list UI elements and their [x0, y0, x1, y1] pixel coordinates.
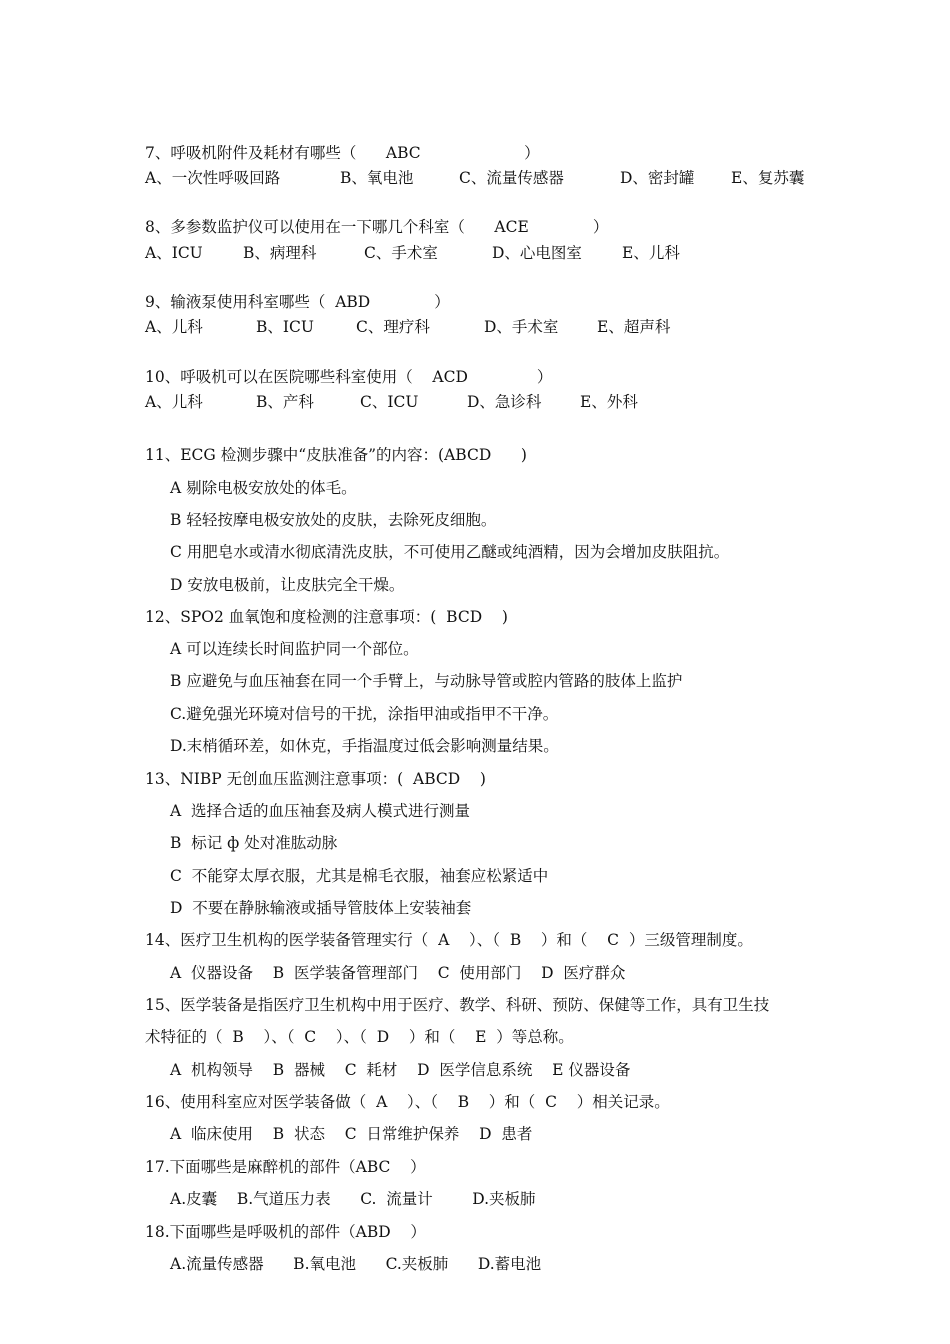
question-12-item-c: C.避免强光环境对信号的干扰，涂指甲油或指甲不干净。	[170, 705, 559, 723]
question-18-options: A.流量传感器 B.氧电池 C.夹板肺 D.蓄电池	[170, 1255, 542, 1273]
question-12-stem: 12、SPO2 血氧饱和度检测的注意事项：( BCD )	[145, 608, 508, 626]
question-9-option-c: C、理疗科	[356, 318, 430, 336]
question-15-stem-line-1: 15、医学装备是指医疗卫生机构中用于医疗、教学、科研、预防、保健等工作，具有卫生技	[145, 996, 770, 1014]
question-7-option-b: B、氧电池	[340, 169, 414, 187]
question-7-option-e: E、复苏囊	[731, 169, 805, 187]
question-8-option-d: D、心电图室	[492, 244, 582, 262]
question-13-item-b: B 标记 ф 处对准肱动脉	[170, 834, 338, 852]
question-10-option-d: D、急诊科	[467, 393, 542, 411]
question-13-item-a: A 选择合适的血压袖套及病人模式进行测量	[170, 802, 471, 820]
question-10-option-e: E、外科	[580, 393, 638, 411]
question-11-item-d: D 安放电极前，让皮肤完全干燥。	[170, 576, 405, 594]
question-14-stem: 14、医疗卫生机构的医学装备管理实行（ A ）、（ B ）和（ C ）三级管理制度。	[145, 931, 753, 949]
question-7-stem: 7、呼吸机附件及耗材有哪些（ ABC ）	[145, 144, 540, 162]
question-12-item-a: A 可以连续长时间监护同一个部位。	[170, 640, 419, 658]
question-13-item-d: D 不要在静脉输液或插导管肢体上安装袖套	[170, 899, 472, 917]
question-10-option-a: A、儿科	[145, 393, 203, 411]
question-8-option-e: E、儿科	[622, 244, 680, 262]
question-12-item-d: D.末梢循环差，如休克，手指温度过低会影响测量结果。	[170, 737, 559, 755]
question-17-options: A.皮囊 B.气道压力表 C. 流量计 D.夹板肺	[170, 1190, 536, 1208]
question-13-stem: 13、NIBP 无创血压监测注意事项：( ABCD )	[145, 770, 486, 788]
question-11-item-a: A 剔除电极安放处的体毛。	[170, 479, 357, 497]
question-8-option-a: A、ICU	[145, 244, 203, 262]
question-10-stem: 10、呼吸机可以在医院哪些科室使用（ ACD ）	[145, 368, 553, 386]
question-8-option-c: C、手术室	[364, 244, 438, 262]
question-7-option-a: A、一次性呼吸回路	[145, 169, 281, 187]
question-10-option-c: C、ICU	[360, 393, 419, 411]
question-8-stem: 8、多参数监护仪可以使用在一下哪几个科室（ ACE ）	[145, 218, 609, 236]
question-9-option-a: A、儿科	[145, 318, 203, 336]
question-16-stem: 16、使用科室应对医学装备做（ A ）、（ B ）和（ C ）相关记录。	[145, 1093, 670, 1111]
question-14-options: A 仪器设备 B 医学装备管理部门 C 使用部门 D 医疗群众	[170, 964, 626, 982]
question-9-option-e: E、超声科	[597, 318, 671, 336]
question-7-option-c: C、流量传感器	[459, 169, 564, 187]
question-9-stem: 9、输液泵使用科室哪些（ ABD ）	[145, 293, 450, 311]
question-11-item-b: B 轻轻按摩电极安放处的皮肤，去除死皮细胞。	[170, 511, 497, 529]
question-8-option-b: B、病理科	[243, 244, 317, 262]
question-11-stem: 11、ECG 检测步骤中“皮肤准备”的内容：(ABCD )	[145, 446, 527, 464]
question-7-option-d: D、密封罐	[620, 169, 695, 187]
question-9-option-b: B、ICU	[256, 318, 314, 336]
question-11-item-c: C 用肥皂水或清水彻底清洗皮肤，不可使用乙醚或纯酒精，因为会增加皮肤阻抗。	[170, 543, 730, 561]
question-18-stem: 18.下面哪些是呼吸机的部件（ABD ）	[145, 1223, 426, 1241]
question-15-stem-line-2: 术特征的（ B ）、（ C ）、（ D ）和（ E ）等总称。	[145, 1028, 574, 1046]
question-17-stem: 17.下面哪些是麻醉机的部件（ABC ）	[145, 1158, 426, 1176]
question-12-item-b: B 应避免与血压袖套在同一个手臂上，与动脉导管或腔内管路的肢体上监护	[170, 672, 683, 690]
question-10-option-b: B、产科	[256, 393, 314, 411]
question-15-options: A 机构领导 B 器械 C 耗材 D 医学信息系统 E 仪器设备	[170, 1061, 631, 1079]
question-13-item-c: C 不能穿太厚衣服，尤其是棉毛衣服，袖套应松紧适中	[170, 867, 549, 885]
question-9-option-d: D、手术室	[484, 318, 559, 336]
question-16-options: A 临床使用 B 状态 C 日常维护保养 D 患者	[170, 1125, 533, 1143]
